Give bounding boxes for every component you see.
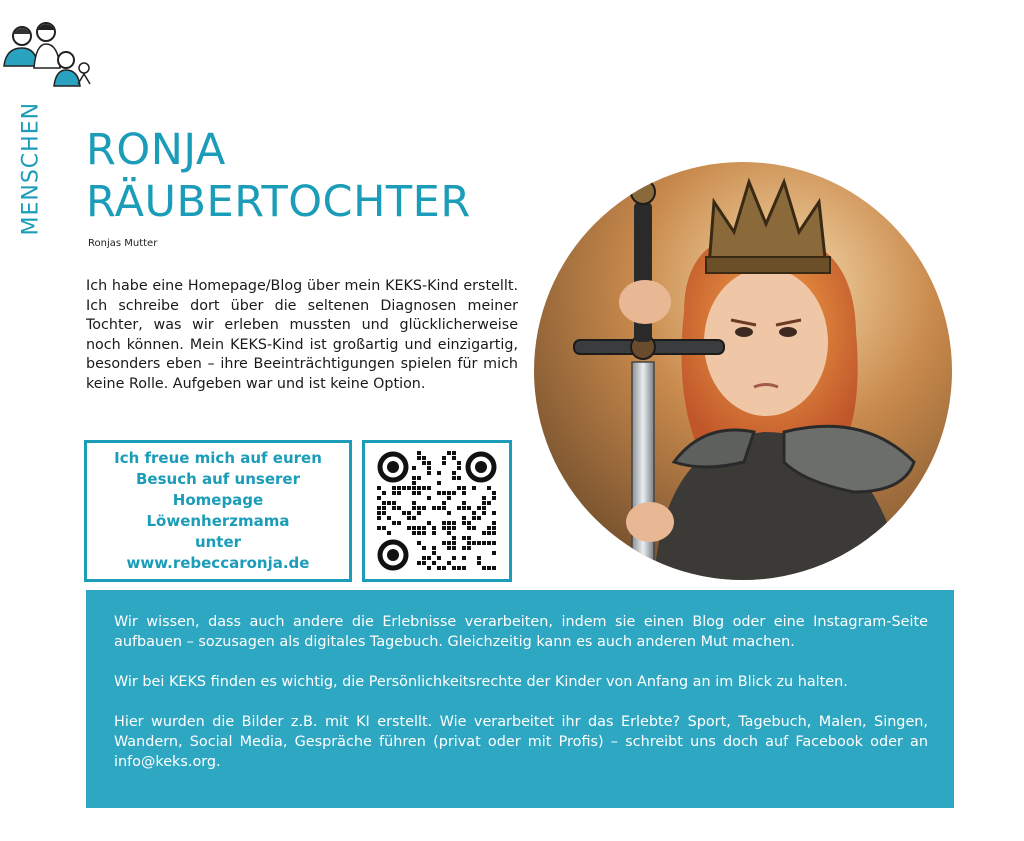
qr-module xyxy=(377,516,381,520)
qr-module xyxy=(427,521,431,525)
qr-module xyxy=(387,531,391,535)
qr-module xyxy=(402,511,406,515)
qr-module xyxy=(402,486,406,490)
qr-module xyxy=(397,491,401,495)
qr-module xyxy=(492,531,496,535)
qr-module xyxy=(412,491,416,495)
qr-module xyxy=(462,486,466,490)
qr-module xyxy=(457,476,461,480)
qr-module xyxy=(392,486,396,490)
qr-module xyxy=(492,491,496,495)
qr-code-icon[interactable] xyxy=(376,450,498,572)
qr-module xyxy=(487,501,491,505)
qr-module xyxy=(462,536,466,540)
qr-module xyxy=(392,506,396,510)
qr-module xyxy=(432,546,436,550)
qr-module xyxy=(422,546,426,550)
qr-module xyxy=(412,466,416,470)
panel-paragraph-2: Wir bei KEKS finden es wichtig, die Persönlichkeitsrechte der Kinder von Anfang an im Blick zu halten. xyxy=(114,674,848,690)
qr-module xyxy=(382,526,386,530)
qr-module xyxy=(387,501,391,505)
qr-module xyxy=(417,511,421,515)
qr-module xyxy=(462,491,466,495)
qr-module xyxy=(472,541,476,545)
qr-module xyxy=(427,486,431,490)
qr-module xyxy=(492,496,496,500)
qr-module xyxy=(477,556,481,560)
qr-module xyxy=(467,536,471,540)
panel-paragraph-3: Hier wurden die Bilder z.B. mit KI erstellt. Wie verarbeitet ihr das Erlebte? Sport, Tagebuch, Malen, Singen, Wandern, Social Media, Gespräche führen (privat oder mit Profis) – schreibt uns doch auf Facebook oder an info@keks.org. xyxy=(114,714,928,770)
qr-module xyxy=(442,566,446,570)
qr-module xyxy=(447,561,451,565)
qr-module xyxy=(442,526,446,530)
qr-module xyxy=(462,501,466,505)
qr-module xyxy=(482,496,486,500)
qr-module xyxy=(487,526,491,530)
qr-module xyxy=(477,516,481,520)
qr-module xyxy=(382,506,386,510)
qr-module xyxy=(477,561,481,565)
qr-module xyxy=(452,491,456,495)
qr-module xyxy=(467,521,471,525)
qr-module xyxy=(467,541,471,545)
qr-module xyxy=(417,506,421,510)
qr-module xyxy=(477,541,481,545)
qr-module xyxy=(447,521,451,525)
qr-module xyxy=(457,461,461,465)
qr-module xyxy=(422,486,426,490)
qr-module xyxy=(412,506,416,510)
qr-module xyxy=(467,546,471,550)
qr-module xyxy=(447,496,451,500)
qr-module xyxy=(492,541,496,545)
qr-module xyxy=(387,516,391,520)
qr-code-box[interactable] xyxy=(362,440,512,582)
qr-module xyxy=(467,526,471,530)
qr-module xyxy=(427,466,431,470)
qr-module xyxy=(392,501,396,505)
qr-module xyxy=(422,456,426,460)
qr-module xyxy=(492,526,496,530)
info-line-3: Homepage Löwenherzmama xyxy=(146,491,290,530)
qr-module xyxy=(437,566,441,570)
qr-module xyxy=(442,501,446,505)
qr-module xyxy=(452,536,456,540)
qr-module xyxy=(422,556,426,560)
section-label xyxy=(14,98,44,248)
page-title xyxy=(86,124,526,228)
qr-module xyxy=(422,461,426,465)
qr-module xyxy=(462,521,466,525)
qr-module xyxy=(432,551,436,555)
qr-module xyxy=(417,451,421,455)
qr-module xyxy=(442,521,446,525)
qr-module xyxy=(462,556,466,560)
qr-module xyxy=(457,466,461,470)
qr-module xyxy=(452,471,456,475)
qr-module xyxy=(472,486,476,490)
qr-module xyxy=(452,521,456,525)
qr-module xyxy=(472,516,476,520)
qr-module xyxy=(482,501,486,505)
qr-module xyxy=(407,526,411,530)
qr-module xyxy=(482,531,486,535)
qr-module xyxy=(452,451,456,455)
qr-module xyxy=(427,556,431,560)
info-panel xyxy=(86,590,954,808)
intro-paragraph: Ich habe eine Homepage/Blog über mein KEKS-Kind erstellt. Ich schreibe dort über die seltenen Diagnosen meiner Tochter, was wir erleben mussten und glücklicherweise noch können. Mein KEKS-Kind ist großartig und einzigartig, besonders eben – ihre Beeinträchtigungen spielen für mich keine Rolle. Aufgeben war und ist keine Option. xyxy=(86,278,518,392)
qr-module xyxy=(407,486,411,490)
qr-module xyxy=(482,566,486,570)
info-line-2: Besuch auf unserer xyxy=(136,470,300,488)
qr-module xyxy=(492,551,496,555)
qr-module xyxy=(412,526,416,530)
qr-module xyxy=(432,526,436,530)
author-subtitle: Ronjas Mutter xyxy=(88,238,158,249)
qr-module xyxy=(487,486,491,490)
qr-module xyxy=(412,486,416,490)
qr-module xyxy=(447,526,451,530)
qr-module xyxy=(492,511,496,515)
qr-module xyxy=(407,516,411,520)
qr-module xyxy=(472,511,476,515)
qr-module xyxy=(432,506,436,510)
qr-module xyxy=(422,531,426,535)
qr-module xyxy=(457,506,461,510)
qr-module xyxy=(437,506,441,510)
qr-module xyxy=(452,526,456,530)
qr-module xyxy=(437,481,441,485)
qr-module xyxy=(432,561,436,565)
qr-module xyxy=(377,486,381,490)
family-logo-icon xyxy=(0,14,96,90)
qr-module xyxy=(427,566,431,570)
qr-module xyxy=(452,476,456,480)
qr-module xyxy=(452,541,456,545)
qr-module xyxy=(432,531,436,535)
qr-module xyxy=(417,526,421,530)
qr-module xyxy=(462,546,466,550)
qr-module xyxy=(482,541,486,545)
portrait-image xyxy=(534,162,952,580)
qr-module xyxy=(487,566,491,570)
title-line-2: RÄUBERTOCHTER xyxy=(86,177,471,227)
info-line-1: Ich freue mich auf euren xyxy=(114,449,322,467)
qr-module xyxy=(427,471,431,475)
qr-module xyxy=(482,511,486,515)
qr-module xyxy=(377,506,381,510)
qr-module xyxy=(412,516,416,520)
qr-module xyxy=(437,491,441,495)
qr-module xyxy=(447,451,451,455)
qr-module xyxy=(452,556,456,560)
qr-module xyxy=(422,526,426,530)
qr-module xyxy=(442,456,446,460)
qr-module xyxy=(492,566,496,570)
qr-module xyxy=(417,561,421,565)
qr-module xyxy=(392,491,396,495)
qr-module xyxy=(447,531,451,535)
qr-module xyxy=(377,526,381,530)
qr-module xyxy=(477,506,481,510)
qr-module xyxy=(397,506,401,510)
homepage-info-box xyxy=(84,440,352,582)
qr-module xyxy=(462,566,466,570)
qr-module xyxy=(437,471,441,475)
qr-module xyxy=(382,491,386,495)
qr-module xyxy=(492,521,496,525)
qr-module xyxy=(412,531,416,535)
panel-paragraph-1: Wir wissen, dass auch andere die Erlebnisse verarbeiten, indem sie einen Blog oder eine Instagram-Seite aufbauen – sozusagen als digitales Tagebuch. Gleichzeitig kann es auch anderen Mut machen. xyxy=(114,614,928,650)
qr-module xyxy=(452,566,456,570)
qr-module xyxy=(417,491,421,495)
qr-module xyxy=(442,506,446,510)
qr-module xyxy=(377,496,381,500)
qr-module xyxy=(382,511,386,515)
qr-module xyxy=(442,541,446,545)
qr-module xyxy=(417,531,421,535)
section-label-text: MENSCHEN xyxy=(18,101,44,236)
qr-module xyxy=(482,506,486,510)
qr-module xyxy=(422,506,426,510)
qr-module xyxy=(457,566,461,570)
title-line-1: RONJA xyxy=(86,125,226,175)
qr-module xyxy=(462,516,466,520)
qr-module xyxy=(412,501,416,505)
qr-module xyxy=(487,541,491,545)
qr-module xyxy=(452,546,456,550)
qr-module xyxy=(442,491,446,495)
qr-module xyxy=(412,481,416,485)
qr-module xyxy=(452,456,456,460)
qr-module xyxy=(417,476,421,480)
qr-module xyxy=(457,486,461,490)
qr-module xyxy=(417,456,421,460)
qr-module xyxy=(397,521,401,525)
qr-module xyxy=(447,491,451,495)
qr-module xyxy=(417,486,421,490)
qr-module xyxy=(442,461,446,465)
qr-module xyxy=(487,531,491,535)
qr-module xyxy=(447,541,451,545)
qr-module xyxy=(377,511,381,515)
qr-module xyxy=(422,561,426,565)
qr-module xyxy=(382,501,386,505)
qr-module xyxy=(472,526,476,530)
info-line-4[interactable]: unter www.rebeccaronja.de xyxy=(126,533,310,572)
qr-module xyxy=(447,511,451,515)
qr-module xyxy=(407,511,411,515)
qr-module xyxy=(437,556,441,560)
qr-module xyxy=(447,546,451,550)
qr-module xyxy=(427,461,431,465)
qr-module xyxy=(392,521,396,525)
qr-module xyxy=(427,496,431,500)
qr-module xyxy=(412,476,416,480)
qr-module xyxy=(462,506,466,510)
qr-module xyxy=(417,541,421,545)
qr-module xyxy=(397,486,401,490)
qr-module xyxy=(467,506,471,510)
